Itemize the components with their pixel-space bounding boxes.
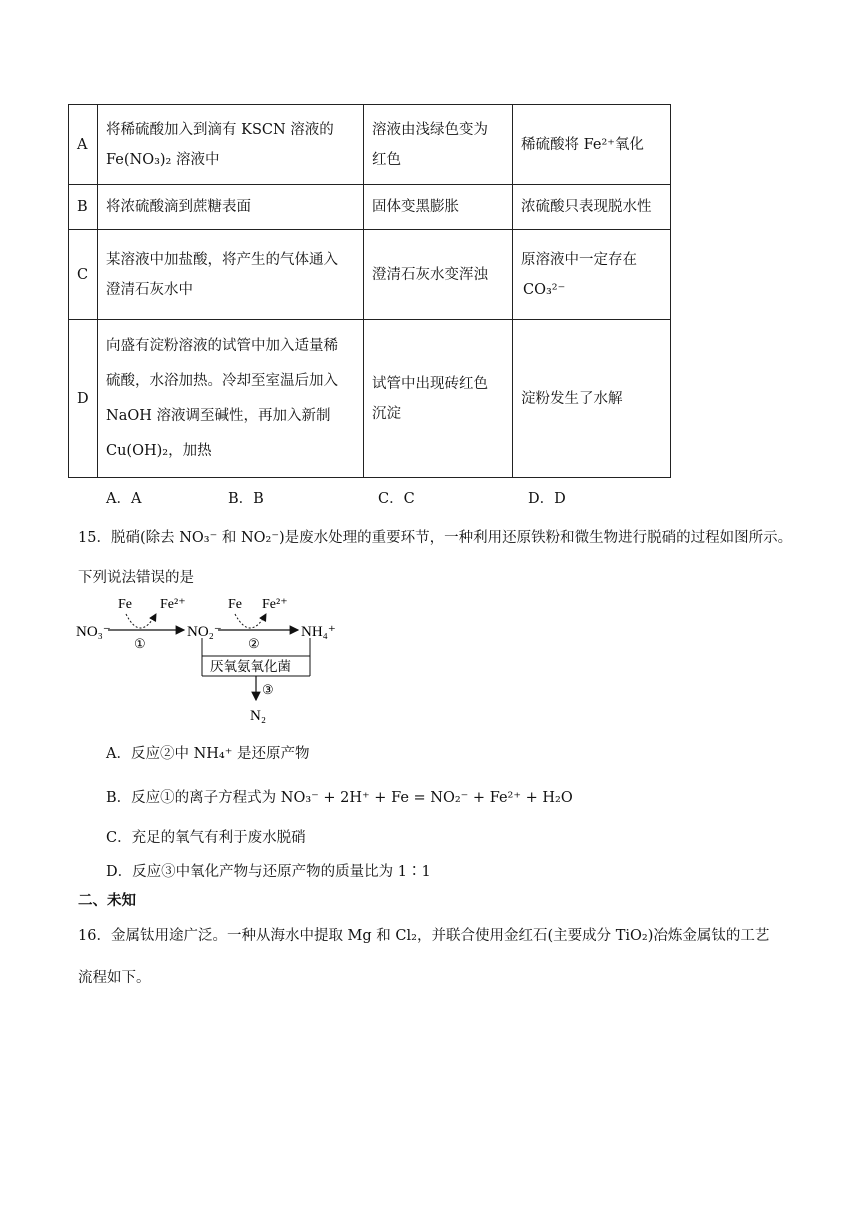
operation-line: 向盛有淀粉溶液的试管中加入适量稀 — [106, 337, 338, 354]
q15-option-a[interactable]: A．反应②中 NH₄⁺ 是还原产物 — [106, 746, 310, 762]
denitrification-diagram — [70, 592, 350, 724]
conclusion-cell — [513, 320, 671, 478]
q15-stem-line1: 15．脱硝(除去 NO₃⁻ 和 NO₂⁻)是废水处理的重要环节，一种利用还原铁粉和微生物进行脱硝的过程如图所示。 — [78, 530, 793, 546]
reagent-fe-1: Fe — [118, 597, 132, 612]
dashed-arrow-1 — [126, 614, 156, 628]
phenomenon-line: 溶液由浅绿色变为 — [372, 121, 488, 138]
operation-line: 将浓硫酸滴到蔗糖表面 — [106, 199, 251, 215]
step-1: ① — [134, 636, 146, 651]
table-row — [69, 230, 671, 320]
q15-option-c[interactable]: C．充足的氧气有利于废水脱硝 — [106, 830, 306, 846]
row-letter: A — [69, 105, 98, 185]
phenomenon-cell — [364, 320, 513, 478]
conclusion-line: 原溶液中一定存在 — [521, 251, 637, 268]
species-nh4: NH₄⁺ — [301, 624, 336, 640]
species-n2: N₂ — [250, 708, 267, 724]
row-letter: C — [69, 230, 98, 320]
phenomenon-line: 沉淀 — [372, 405, 401, 422]
table-row — [69, 185, 671, 230]
q14-choices — [106, 487, 606, 509]
reagent-fe2-2: Fe²⁺ — [262, 597, 288, 612]
operation-line: Fe(NO₃)₂ 溶液中 — [106, 151, 220, 168]
operation-cell — [98, 185, 364, 230]
phenomenon-line: 试管中出现砖红色 — [372, 375, 488, 392]
operation-line: 某溶液中加盐酸，将产生的气体通入 — [106, 251, 338, 268]
table-row — [69, 105, 671, 185]
dashed-arrow-2 — [235, 614, 266, 628]
choice-c[interactable]: C．C — [378, 491, 415, 507]
choice-b[interactable]: B．B — [228, 491, 264, 507]
q15-option-b[interactable]: B．反应①的离子方程式为 NO₃⁻ + 2H⁺ + Fe = NO₂⁻ + Fe²⁺ + H₂O — [106, 790, 573, 806]
phenomenon-line: 固体变黑膨胀 — [372, 199, 459, 215]
operation-line: 将稀硫酸加入到滴有 KSCN 溶液的 — [106, 121, 334, 138]
q16-line1: 16．金属钛用途广泛。一种从海水中提取 Mg 和 Cl₂，并联合使用金红石(主要成分 TiO₂)冶炼金属钛的工艺 — [78, 928, 770, 944]
conclusion-line: 浓硫酸只表现脱水性 — [521, 199, 652, 215]
reagent-fe2-1: Fe²⁺ — [160, 597, 186, 612]
operation-line: Cu(OH)₂，加热 — [106, 442, 212, 459]
q16-line2: 流程如下。 — [78, 970, 151, 986]
experiment-table — [68, 104, 671, 478]
conclusion-cell — [513, 185, 671, 230]
q15-stem-line2: 下列说法错误的是 — [78, 570, 194, 586]
operation-line: 澄清石灰水中 — [106, 281, 193, 298]
conclusion-cell — [513, 230, 671, 320]
bacteria-label: 厌氧氨氧化菌 — [210, 659, 291, 674]
conclusion-line: CO₃²⁻ — [523, 281, 566, 298]
operation-cell — [98, 230, 364, 320]
phenomenon-cell — [364, 185, 513, 230]
conclusion-line: 稀硫酸将 Fe²⁺氧化 — [521, 136, 644, 153]
step-3: ③ — [262, 682, 274, 697]
species-no3: NO₃⁻ — [76, 624, 111, 640]
q15-option-d[interactable]: D．反应③中氧化产物与还原产物的质量比为 1∶1 — [106, 864, 431, 880]
conclusion-line: 淀粉发生了水解 — [521, 390, 623, 407]
row-letter: D — [69, 320, 98, 478]
choice-a[interactable]: A．A — [106, 491, 142, 507]
operation-line: NaOH 溶液调至碱性，再加入新制 — [106, 407, 331, 424]
row-letter: B — [69, 185, 98, 230]
operation-cell — [98, 105, 364, 185]
phenomenon-line: 澄清石灰水变浑浊 — [372, 266, 488, 283]
table-row — [69, 320, 671, 478]
step-2: ② — [248, 636, 260, 651]
phenomenon-cell — [364, 105, 513, 185]
operation-cell — [98, 320, 364, 478]
phenomenon-line: 红色 — [372, 151, 401, 168]
species-no2: NO₂⁻ — [187, 624, 222, 640]
conclusion-cell — [513, 105, 671, 185]
operation-line: 硫酸，水浴加热。冷却至室温后加入 — [106, 372, 338, 389]
reagent-fe-2: Fe — [228, 597, 242, 612]
choice-d[interactable]: D．D — [528, 491, 566, 507]
phenomenon-cell — [364, 230, 513, 320]
section-heading: 二、未知 — [78, 892, 136, 909]
